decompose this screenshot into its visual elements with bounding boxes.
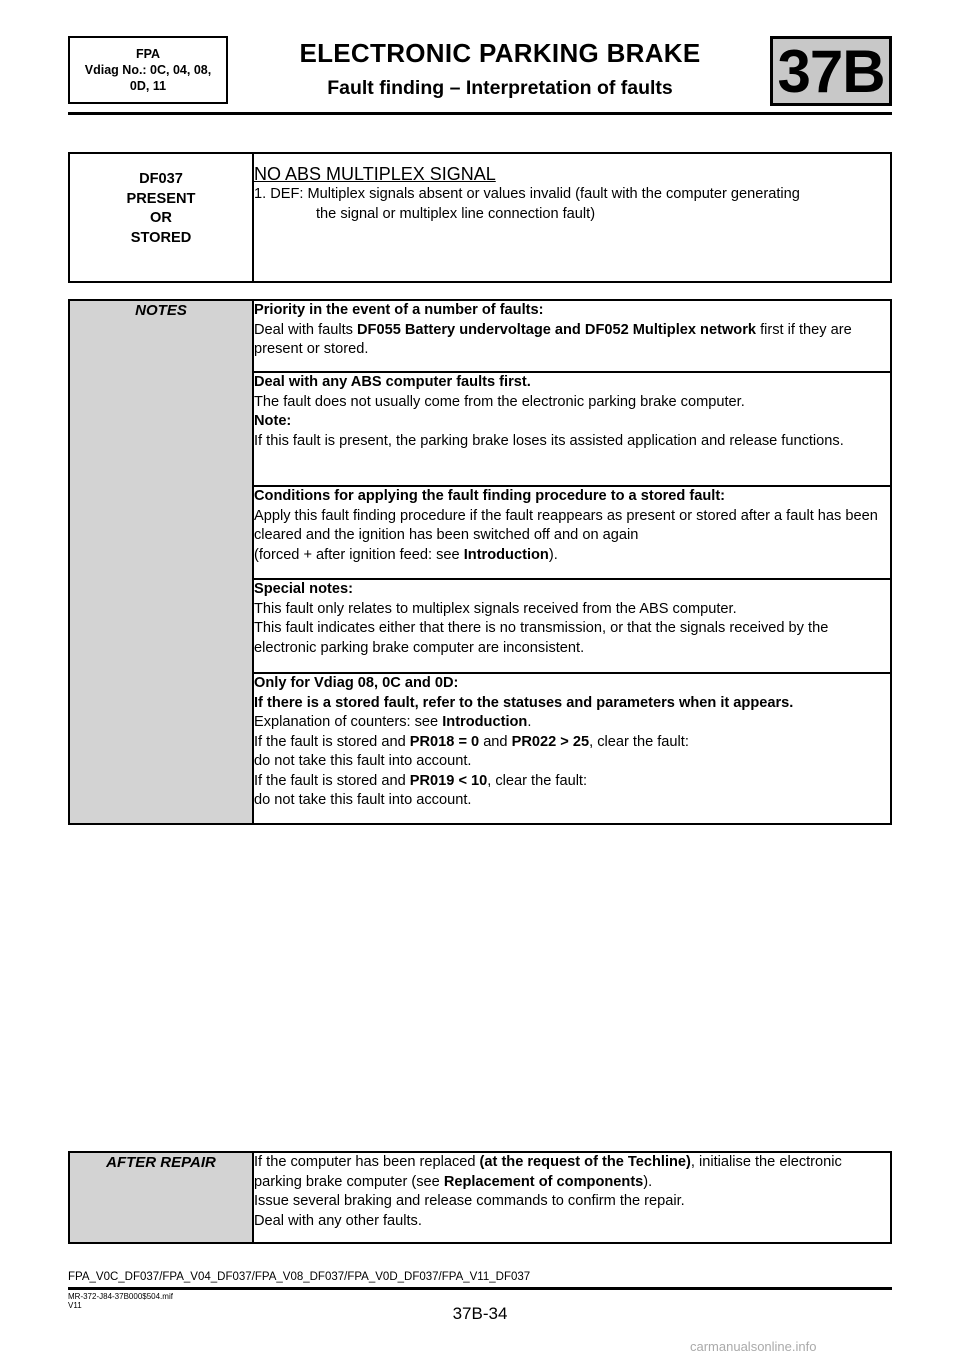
vdiag-line: FPA [135,47,161,61]
after-repair-text: , initialise the electronic parking brake computer (see [254,1154,842,1190]
condition-text: , clear the fault: [487,772,588,789]
fault-code-line: OR [150,210,172,226]
after-repair-text-cell [253,1152,891,1243]
condition-text: If the fault is stored and [254,733,410,750]
abs-first-text: The fault does not usually come from the electronic parking brake computer. [254,393,745,410]
notes-abs-first [253,372,891,486]
condition-text: If the fault is stored and [254,772,410,789]
fault-table [68,152,892,283]
feed-text: (forced + after ignition feed: see [254,546,464,563]
after-repair-line: Deal with any other faults. [254,1212,422,1229]
feed-text-end: ). [548,546,558,563]
notes-conditions [253,486,891,579]
condition-action: do not take this fault into account. [254,753,472,769]
footer-ref-file: MR-372-J84-37B000$504.mif [68,1292,173,1301]
after-repair-text: ). [643,1173,653,1190]
def-text: Multiplex signals absent or values invalid (fault with the computer generating [307,186,800,202]
condition-action: do not take this fault into account. [254,792,472,808]
notes-label-cell [69,300,253,824]
after-repair-label-cell [69,1152,253,1243]
after-repair-techline: (at the request of the Techline) [479,1154,691,1170]
note-text: If this fault is present, the parking brake loses its assisted application and release functions. [254,432,844,449]
after-repair-link: Replacement of components [443,1173,644,1190]
special-line: This fault only relates to multiplex signals received from the ABS computer. [254,600,737,617]
def-text-continued: the signal or multiplex line connection fault) [316,205,596,222]
section-badge: 37B [770,36,892,106]
notes-vdiag [253,673,891,824]
header-divider [68,112,892,115]
page-title: ELECTRONIC PARKING BRAKE [299,38,701,68]
priority-text-end: first if they are present or stored. [254,321,852,357]
fault-code-cell [69,153,253,282]
counters-text-end: . [527,714,532,730]
page-subtitle: Fault finding – Interpretation of faults [327,77,673,99]
condition-text: and [479,733,512,750]
conditions-text: Apply this fault finding procedure if the fault reappears as present or stored after a fault has been cleared and the ignition has been switched off and on again [254,507,878,543]
after-repair-line: Issue several braking and release commands to confirm the repair. [254,1193,685,1209]
vdiag-heading: Only for Vdiag 08, 0C and 0D: [254,675,459,691]
footer-divider [68,1287,892,1290]
special-line: This fault indicates either that there is no transmission, or that the signals received by the electronic parking brake computer are inconsistent. [254,620,829,656]
watermark: carmanualsonline.info [690,1339,817,1354]
fault-code-line: PRESENT [126,190,196,207]
feed-link: Introduction [463,546,549,563]
fault-description-cell [253,153,891,282]
abs-first-heading: Deal with any ABS computer faults first. [254,374,531,390]
priority-faults: DF055 Battery undervoltage and DF052 Multiplex network [357,321,757,338]
after-repair-label: AFTER REPAIR [106,1154,216,1171]
after-repair-text: If the computer has been replaced [254,1154,480,1170]
page-number: 37B-34 [452,1304,508,1323]
condition-param: PR019 < 10 [409,772,488,789]
condition-text: , clear the fault: [589,733,689,750]
fault-code-line: DF037 [139,171,183,187]
special-heading: Special notes: [254,581,353,597]
fault-title: NO ABS MULTIPLEX SIGNAL [254,164,496,184]
notes-priority [253,300,891,372]
condition-param: PR022 > 25 [511,733,590,750]
priority-text: Deal with faults [254,321,358,338]
priority-heading: Priority in the event of a number of faults: [254,302,544,318]
notes-special [253,579,891,673]
condition-param: PR018 = 0 [409,733,480,750]
vdiag-heading2: If there is a stored fault, refer to the statuses and parameters when it appears. [254,694,794,711]
vdiag-line: Vdiag No.: 0C, 04, 08, [84,63,212,77]
vdiag-box [68,36,228,104]
notes-label: NOTES [135,302,187,319]
after-repair-table [68,1151,892,1244]
note-label: Note: [254,413,292,429]
notes-table [68,299,892,825]
counters-text: Explanation of counters: see [254,714,443,730]
fault-code-line: STORED [130,229,192,246]
footer-fault-codes: FPA_V0C_DF037/FPA_V04_DF037/FPA_V08_DF037/FPA_V0D_DF037/FPA_V11_DF037 [68,1271,531,1283]
def-label: 1. DEF: [254,186,304,202]
counters-link: Introduction [442,714,528,730]
conditions-heading: Conditions for applying the fault finding procedure to a stored fault: [254,488,726,504]
footer-ref-version: V11 [68,1301,82,1310]
vdiag-line: 0D, 11 [129,79,167,93]
